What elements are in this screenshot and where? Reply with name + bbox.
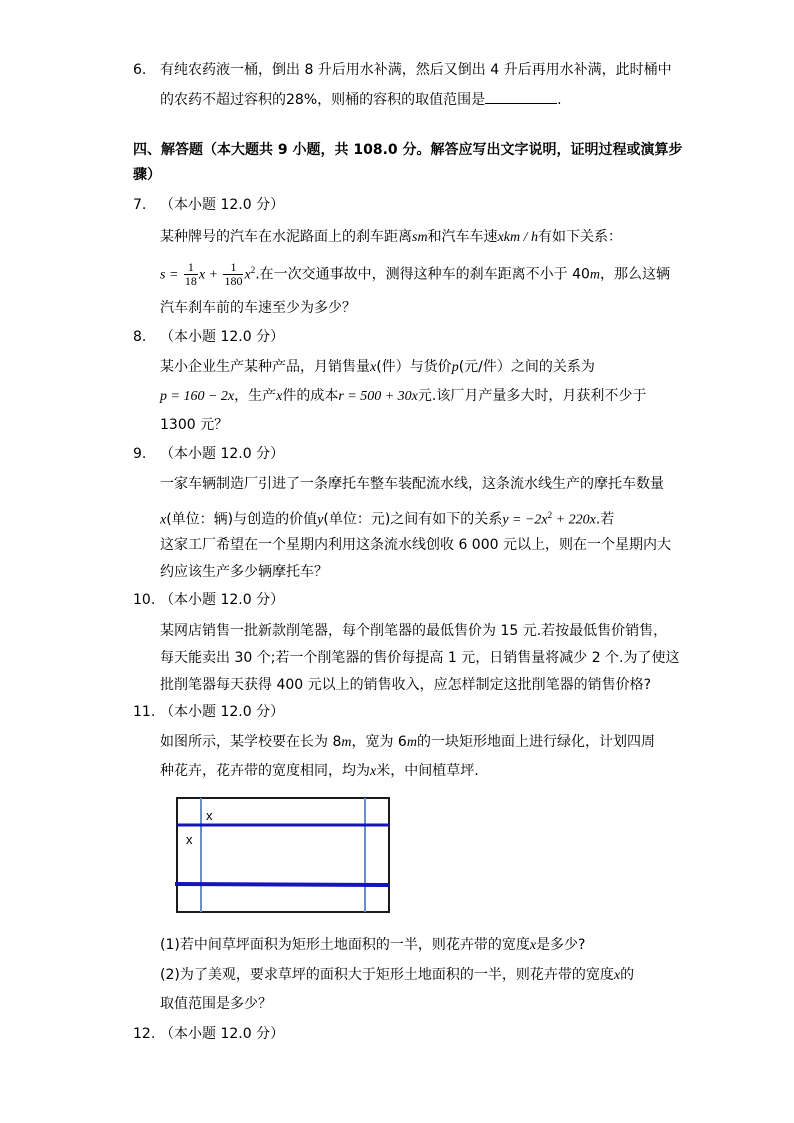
fraction-1-18: $\frac{1}{18}$ — [184, 260, 197, 289]
q11-sub2-line2: 取值范围是多少？ — [160, 996, 272, 1012]
q9-line3: 这家工厂希望在一个星期内利用这条流水线创收 6 000 元以上，则在一个星期内大 — [160, 537, 671, 553]
q8-line1: 某小企业生产某种产品，月销售量x(件）与货价p(元/件）之间的关系为 — [160, 359, 595, 375]
q9-line2: x(单位：辆)与创造的价值y(单位：元)之间有如下的关系$y = -2x^2 + 220x$.若 — [160, 510, 615, 528]
section-heading: 四、解答题（本大题共 9 小题，共 108.0 分。解答应写出文字说明，证明过程或演算步 — [133, 142, 683, 158]
answer-blank — [485, 89, 557, 104]
q10-points: （本小题 12.0 分） — [160, 592, 285, 608]
q11-sub1: (1)若中间草坪面积为矩形土地面积的一半，则花卉带的宽度x是多少? — [160, 937, 586, 953]
q11-line2: 种花卉，花卉带的宽度相同，均为x米，中间植草坪. — [160, 763, 479, 779]
garden-figure — [170, 795, 396, 915]
figure-label-left-x: x — [186, 832, 193, 847]
q11-line1: 如图所示，某学校要在长为 8m，宽为 6m的一块矩形地面上进行绿化，计划四周 — [160, 734, 655, 750]
q7-line3: 汽车刹车前的车速至少为多少？ — [160, 300, 356, 316]
q11-points: （本小题 12.0 分） — [160, 704, 285, 720]
bottom-inner-line — [175, 884, 389, 885]
q9-line4: 约应该生产多少辆摩托车？ — [160, 564, 328, 580]
q10-line3: 批削笔器每天获得 400 元以上的销售收入，应怎样制定这批削笔器的销售价格? — [160, 677, 652, 693]
q12-number: 12. — [133, 1026, 156, 1042]
q11-number: 11. — [133, 704, 156, 720]
figure-label-top-x: x — [206, 808, 213, 823]
q8-line2: p = 160 − 2x，生产x件的成本r = 500 + 30x元.该厂月产量多大时，月获利不少于 — [160, 388, 647, 404]
q12-points: （本小题 12.0 分） — [160, 1026, 285, 1042]
q8-line3: 1300 元？ — [160, 417, 229, 433]
q11-sub2: (2)为了美观，要求草坪的面积大于矩形土地面积的一半，则花卉带的宽度x的 — [160, 967, 635, 983]
q6-percent: 28% — [286, 92, 318, 108]
q8-number: 8. — [133, 329, 147, 345]
q6-number: 6. — [133, 62, 147, 78]
q8-points: （本小题 12.0 分） — [160, 329, 285, 345]
fraction-1-180: $\frac{1}{180}$ — [224, 260, 243, 289]
q7-points: （本小题 12.0 分） — [160, 197, 285, 213]
q10-line2: 每天能卖出 30 个;若一个削笔器的售价每提高 1 元，日销售量将减少 2 个.为了使这 — [160, 650, 680, 666]
q7-formula-line: s = $\frac{1}{18}$ x + $\frac{1}{180}$ $x^2$.在一次交通事故中，测得这种车的刹车距离不小于 40m，那么这辆 — [160, 260, 671, 289]
q7-line1: 某种牌号的汽车在水泥路面上的刹车距离sm和汽车车速xkm / h有如下关系： — [160, 229, 622, 245]
q6-line2: 的农药不超过容积的28%，则桶的容积的取值范围是 . — [160, 89, 562, 110]
q10-line1: 某网店销售一批新款削笔器，每个削笔器的最低售价为 15 元.若按最低售价销售， — [160, 623, 668, 639]
q9-number: 9. — [133, 446, 147, 462]
q9-points: （本小题 12.0 分） — [160, 446, 285, 462]
q10-number: 10. — [133, 592, 156, 608]
q7-number: 7. — [133, 197, 147, 213]
section-heading-cont: 骤） — [133, 167, 161, 183]
q6-line1: 有纯农药液一桶，倒出 8 升后用水补满，然后又倒出 4 升后再用水补满，此时桶中 — [160, 62, 672, 78]
q9-line1: 一家车辆制造厂引进了一条摩托车整车装配流水线，这条流水线生产的摩托车数量 — [160, 476, 664, 492]
